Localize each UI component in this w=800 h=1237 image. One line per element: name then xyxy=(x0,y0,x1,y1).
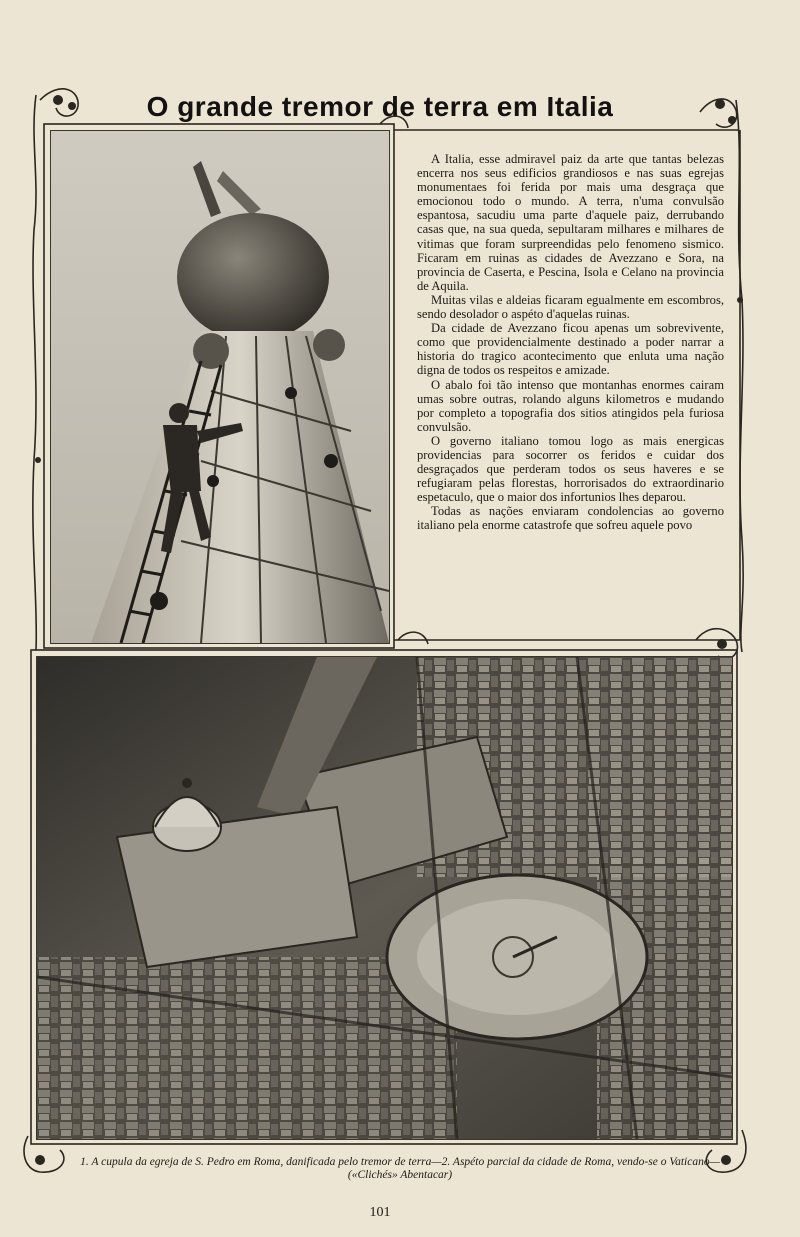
page-number: 101 xyxy=(369,1205,391,1220)
article-paragraph: Muitas vilas e aldeias ficaram egualmente em escombros, sendo desolador o aspéto d'aquelas ruinas. xyxy=(417,292,724,322)
photo-caption: 1. A cupula da egreja de S. Pedro em Roma, danificada pelo tremor de terra—2. Aspéto parcial da cidade de Roma, vendo-se o Vaticano—(«Clichés» Abentacar) xyxy=(80,1156,720,1181)
article-paragraph: A Italia, esse admiravel paiz da arte que tantas belezas encerra nos seus edificios grandiosos e nas suas egrejas monumentaes foi ferida por mais uma desgraça que emocionou todo o mundo. A terra, n'uma convulsão espantosa, sacudiu uma parte d'aquele paiz, derrubando casas que, na sua queda, sepultaram milhares e milhares de vitimas que foram surpreendidas pelo fenomeno sismico. Ficaram em ruinas as cidades de Avezzano e Sora, na provincia de Caserta, e Pescina, Isola e Celano na provincia de Aquila. xyxy=(417,152,724,293)
article-paragraph: O governo italiano tomou logo as mais energicas providencias para socorrer os feridos e cuidar dos desgraçados que perderam todos os seus haveres e se refugiaram pelas florestas, horrorisados do extraordinario espetaculo, que o maior dos infortunios lhes deparou. xyxy=(417,433,724,505)
article-paragraph: Da cidade de Avezzano ficou apenas um sobrevivente, como que providencialmente destinado a poder narrar a historia do tragico acontecimento que enluta uma nação digna de todos os respeitos e amizade. xyxy=(417,321,724,378)
photo-dome-st-peter xyxy=(50,130,390,644)
article-paragraph: O abalo foi tão intenso que montanhas enormes cairam umas sobre outras, rolando alguns kilometros e mudando por completo a topografia dos sitios atingidos pela furiosa convulsão. xyxy=(417,377,724,434)
article-text xyxy=(417,152,724,533)
article-paragraph: Todas as nações enviaram condolencias ao governo italiano pela enorme catastrofe que sofreu aquele povo xyxy=(417,504,724,533)
headline: O grande tremor de terra em Italia xyxy=(146,90,614,122)
photo-aerial-vatican xyxy=(36,656,733,1140)
